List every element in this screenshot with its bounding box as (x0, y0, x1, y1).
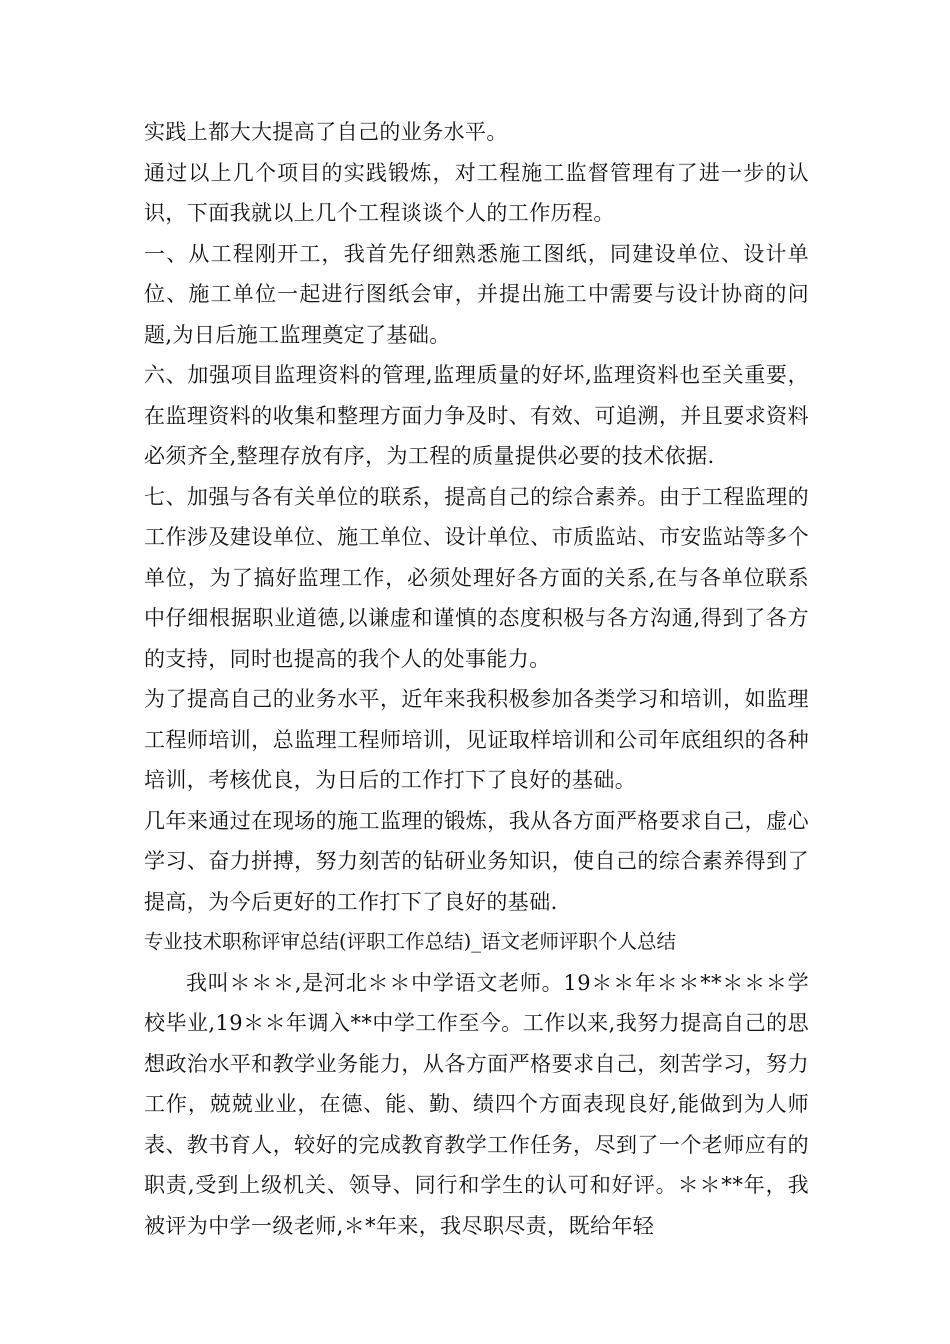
paragraph: 实践上都大大提高了自己的业务水平。 (144, 120, 508, 144)
paragraph: 六、加强项目监理资料的管理,监理质量的好坏,监理资料也至关重要，在监理资料的收集和整理方面力争及时、有效、可追溯，并且要求资料必须齐全,整理存放有序，为工程的质量提供必要的技术依据. (144, 363, 809, 468)
document-body (144, 112, 809, 1246)
paragraph: 几年来通过在现场的施工监理的锻炼，我从各方面严格要求自己，虚心学习、奋力拼搏，努力刻苦的钻研业务知识，使自己的综合素养得到了提高，为今后更好的工作打下了良好的基础. (144, 808, 809, 914)
paragraph: 七、加强与各有关单位的联系，提高自己的综合素养。由于工程监理的工作涉及建设单位、施工单位、设计单位、市质监站、市安监站等多个单位，为了搞好监理工作，必须处理好各方面的关系,在与各单位联系中仔细根据职业道德,以谦虚和谨慎的态度积极与各方沟通,得到了各方的支持，同时也提高的我个人的处事能力。 (144, 484, 809, 671)
paragraph: 为了提高自己的业务水平，近年来我积极参加各类学习和培训，如监理工程师培训，总监理工程师培训，见证取样培训和公司年底组织的各种培训，考核优良，为日后的工作打下了良好的基础。 (144, 687, 809, 792)
section-heading: 专业技术职称评审总结(评职工作总结)_语文老师评职个人总结 (144, 930, 676, 953)
paragraph: 我叫＊＊＊,是河北＊＊中学语文老师。19＊＊年＊＊**＊＊＊学校毕业,19＊＊年调入**中学工作至今。工作以来,我努力提高自己的思想政治水平和教学业务能力，从各方面严格要求自己，刻苦学习，努力工作，兢兢业业，在德、能、勤、绩四个方面表现良好,能做到为人师表、教书育人，较好的完成教育教学工作任务，尽到了一个老师应有的职责,受到上级机关、领导、同行和学生的认可和好评。＊＊**年，我被评为中学一级老师,＊*年来，我尽职尽责，既给年轻 (144, 970, 809, 1238)
paragraph: 通过以上几个项目的实践锻炼，对工程施工监督管理有了进一步的认识，下面我就以上几个工程谈谈个人的工作历程。 (144, 160, 809, 225)
paragraph: 一、从工程刚开工，我首先仔细熟悉施工图纸，同建设单位、设计单位、施工单位一起进行图纸会审，并提出施工中需要与设计协商的问题,为日后施工监理奠定了基础。 (144, 241, 809, 347)
